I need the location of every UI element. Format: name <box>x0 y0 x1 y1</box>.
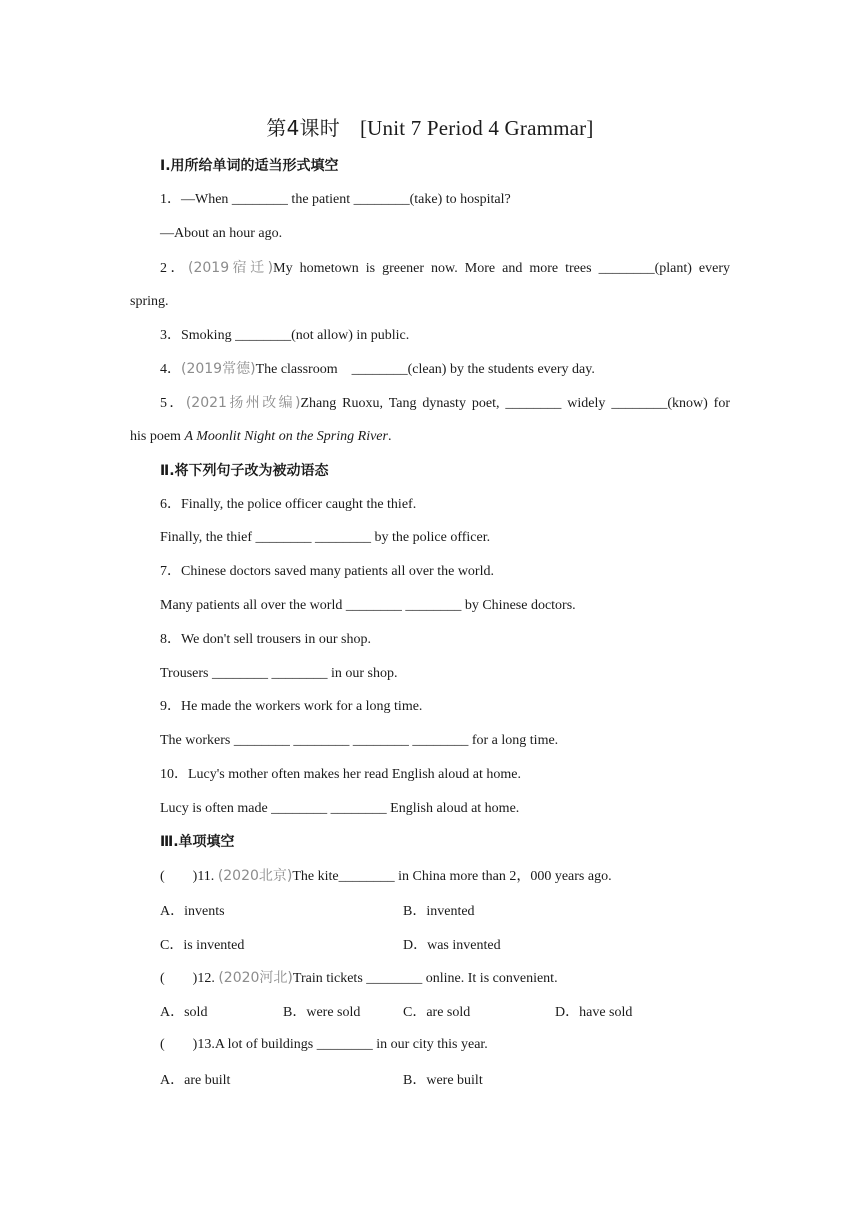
question-12-number: ( )12. <box>160 971 219 986</box>
section-3-heading: Ⅲ.单项填空 <box>160 834 235 850</box>
question-13-option-a: A．are built <box>160 1073 231 1088</box>
question-12-option-c: C．are sold <box>403 1005 471 1020</box>
question-13-option-b: B．were built <box>403 1073 483 1088</box>
question-6: 6．Finally, the police officer caught the thief. <box>160 497 417 512</box>
question-7: 7．Chinese doctors saved many patients all over the world. <box>160 564 494 579</box>
question-2 <box>160 258 730 279</box>
question-2-number: 2． <box>160 261 189 276</box>
question-9-answer: The workers ________ ________ ________ ________ for a long time. <box>160 733 559 748</box>
question-5-cont-pre: his poem <box>130 429 185 444</box>
question-4-text: The classroom ________(clean) by the students every day. <box>255 362 595 377</box>
question-10: 10．Lucy's mother often makes her read English aloud at home. <box>160 767 521 782</box>
page-title <box>0 112 860 141</box>
question-11-text: The kite________ in China more than 2，000 years ago. <box>292 869 612 884</box>
question-12-source: (2020河北) <box>218 970 293 986</box>
question-12-text: Train tickets ________ online. It is convenient. <box>292 971 558 986</box>
question-11-option-d: D．was invented <box>403 938 501 953</box>
question-10-answer: Lucy is often made ________ ________ English aloud at home. <box>160 801 520 816</box>
question-11 <box>160 866 612 887</box>
question-13: ( )13.A lot of buildings ________ in our city this year. <box>160 1037 488 1052</box>
question-5-source: (2021扬州改编) <box>185 395 301 411</box>
question-2-source: (2019宿迁) <box>188 260 274 276</box>
question-11-option-c: C．is invented <box>160 938 245 953</box>
question-4-source: (2019常德) <box>181 361 256 377</box>
question-1: 1．—When ________ the patient ________(take) to hospital? <box>160 192 511 207</box>
question-11-source: (2020北京) <box>217 868 293 884</box>
question-8-answer: Trousers ________ ________ in our shop. <box>160 666 398 681</box>
question-3: 3．Smoking ________(not allow) in public. <box>160 328 410 343</box>
question-11-option-b: B．invented <box>403 904 475 919</box>
poem-title: A Moonlit Night on the Spring River <box>184 429 388 444</box>
question-4-number: 4． <box>160 362 181 377</box>
question-7-answer: Many patients all over the world ________ ________ by Chinese doctors. <box>160 598 576 613</box>
question-11-option-a: A．invents <box>160 904 225 919</box>
question-2-text: My hometown is greener now. More and more trees ________(plant) every <box>273 261 730 276</box>
question-5-text: Zhang Ruoxu, Tang dynasty poet, ________ widely ________(know) for <box>300 396 731 411</box>
question-12-option-b: B．were sold <box>283 1005 361 1020</box>
question-5-continued <box>130 427 391 447</box>
section-1-heading: Ⅰ.用所给单词的适当形式填空 <box>160 158 339 174</box>
question-11-number: ( )11. <box>160 869 218 884</box>
question-5-cont-post: . <box>387 429 392 444</box>
question-8: 8．We don't sell trousers in our shop. <box>160 632 371 647</box>
question-12-option-d: D．have sold <box>555 1005 633 1020</box>
title-unit: [Unit 7 Period 4 Grammar] <box>359 116 594 140</box>
question-5 <box>160 393 730 414</box>
question-6-answer: Finally, the thief ________ ________ by the police officer. <box>160 530 491 545</box>
question-2-continued: spring. <box>130 294 169 309</box>
question-12-option-a: A．sold <box>160 1005 208 1020</box>
question-12 <box>160 968 558 989</box>
question-5-number: 5． <box>160 396 186 411</box>
question-1-answer: —About an hour ago. <box>160 226 283 241</box>
section-2-heading: Ⅱ.将下列句子改为被动语态 <box>160 463 329 479</box>
title-lesson: 第4课时 <box>266 116 340 140</box>
question-9: 9．He made the workers work for a long time. <box>160 699 423 714</box>
question-4 <box>160 359 595 380</box>
